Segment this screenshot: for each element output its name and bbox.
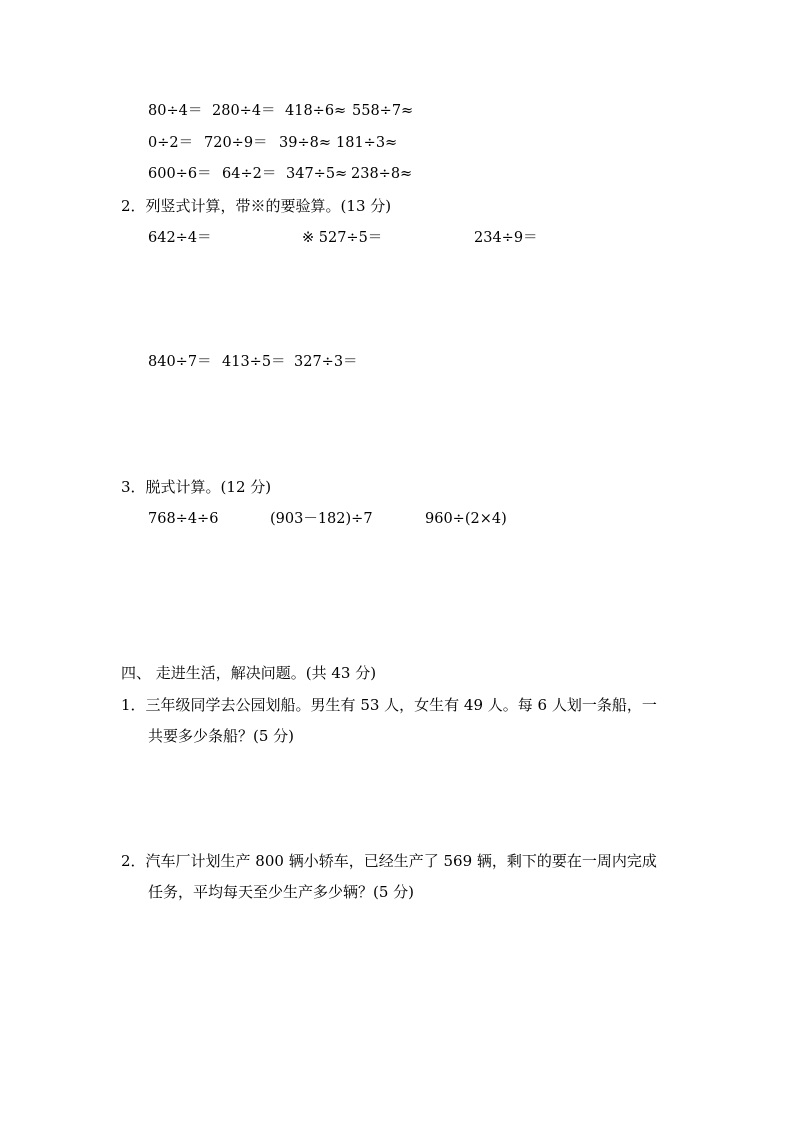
oral-calc-item: 347÷5≈	[286, 166, 348, 182]
oral-calc-item: 238÷8≈	[351, 166, 413, 182]
step-calc-item: (903－182)÷7	[270, 511, 373, 527]
oral-calc-item: 720÷9＝	[204, 135, 268, 151]
oral-calc-item: 39÷8≈	[279, 135, 331, 151]
vertical-calc-item: 413÷5＝	[222, 354, 286, 370]
section4-heading: 四、 走进生活，解决问题。(共 43 分)	[121, 664, 377, 682]
oral-calc-item: 280÷4＝	[212, 103, 276, 119]
vertical-calc-item: 234÷9＝	[474, 230, 538, 246]
vertical-calc-item-check: ※ 527÷5＝	[302, 230, 383, 246]
q3-prompt: 3．脱式计算。(12 分)	[121, 478, 272, 496]
oral-calc-item: 80÷4＝	[148, 103, 203, 119]
q2-prompt: 2．列竖式计算，带※的要验算。(13 分)	[121, 197, 392, 215]
oral-calc-item: 418÷6≈	[285, 103, 347, 119]
oral-calc-item: 64÷2＝	[222, 166, 277, 182]
vertical-calc-item: 327÷3＝	[294, 354, 358, 370]
vertical-calc-item: 642÷4＝	[148, 230, 212, 246]
problem-2-line-2: 任务，平均每天至少生产多少辆？(5 分)	[148, 883, 415, 901]
oral-calc-item: 600÷6＝	[148, 166, 212, 182]
step-calc-item: 768÷4÷6	[148, 511, 219, 527]
problem-2-line-1: 2．汽车厂计划生产 800 辆小轿车，已经生产了 569 辆，剩下的要在一周内完成	[121, 852, 657, 870]
oral-calc-item: 181÷3≈	[336, 135, 398, 151]
oral-calc-item: 558÷7≈	[352, 103, 414, 119]
oral-calc-item: 0÷2＝	[148, 135, 194, 151]
problem-1-line-1: 1．三年级同学去公园划船。男生有 53 人，女生有 49 人。每 6 人划一条船，一	[121, 696, 657, 714]
vertical-calc-item: 840÷7＝	[148, 354, 212, 370]
step-calc-item: 960÷(2×4)	[425, 511, 507, 527]
problem-1-line-2: 共要多少条船？(5 分)	[148, 727, 295, 745]
